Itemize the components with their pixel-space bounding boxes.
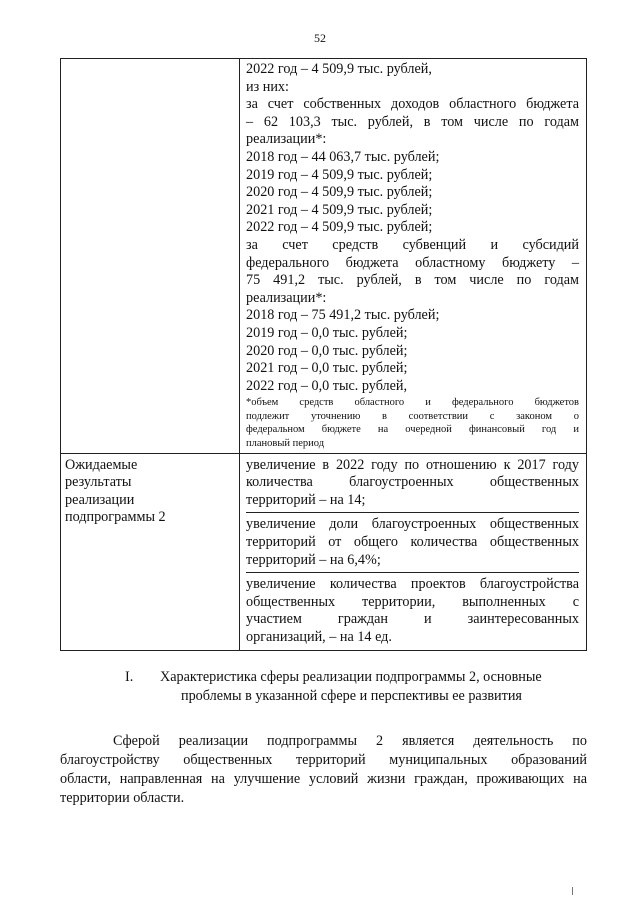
expected-result-line: территорий – на 14; [246, 491, 366, 508]
expected-result-line: увеличение в 2022 году по отношению к 2017 году [246, 456, 579, 473]
page-number: 52 [314, 31, 326, 45]
body-paragraph [60, 732, 587, 808]
funding-line: 2018 год – 75 491,2 тыс. рублей; [246, 307, 440, 324]
funding-line: 2022 год – 4 509,9 тыс. рублей; [246, 219, 433, 236]
funding-line: 2020 год – 0,0 тыс. рублей; [246, 342, 408, 359]
expected-result-item [246, 454, 579, 514]
funding-line: за счет собственных доходов областного бюджета [246, 96, 579, 113]
expected-result-line: увеличение количества проектов благоустройства [246, 576, 579, 593]
funding-label-cell [61, 59, 240, 454]
expected-results-value-cell [240, 453, 587, 650]
footnote-line: плановый период [246, 438, 325, 450]
expected-result-item [246, 513, 579, 573]
funding-line: 2018 год – 44 063,7 тыс. рублей; [246, 148, 440, 165]
footnote-line: федеральном бюджете на очередной финансовый год и [246, 424, 579, 436]
body-line: Сферой реализации подпрограммы 2 является деятельность по [113, 733, 587, 749]
expected-results-label-line: подпрограммы 2 [65, 509, 166, 526]
funding-line: из них: [246, 78, 289, 95]
expected-results-label-line: результаты [65, 474, 132, 491]
funding-line: – 62 103,3 тыс. рублей, в том числе по годам [246, 113, 579, 130]
expected-result-line: участием граждан и заинтересованных [246, 611, 579, 628]
funding-lines [246, 61, 579, 395]
expected-results-label-line: реализации [65, 491, 135, 508]
footnote-line: подлежит уточнению в соответствии с законом о [246, 410, 579, 422]
expected-result-line: организаций, – на 14 ед. [246, 629, 392, 645]
funding-line: 2020 год – 4 509,9 тыс. рублей; [246, 184, 433, 201]
expected-result-line: территорий от общего количества общественных [246, 534, 579, 551]
funding-line: 2021 год – 0,0 тыс. рублей; [246, 360, 408, 377]
funding-line: 2019 год – 0,0 тыс. рублей; [246, 324, 408, 341]
table-row-funding [61, 59, 587, 454]
body-line: территории области. [60, 790, 185, 806]
funding-line: федерального бюджета областному бюджету – [246, 254, 579, 271]
funding-line: реализации*: [246, 131, 327, 148]
expected-result-item [246, 573, 579, 649]
body-line: области, направленная на улучшение условий жизни граждан, проживающих на [60, 771, 587, 787]
expected-results-label-cell [61, 453, 240, 650]
section-title-line: проблемы в указанной сфере и перспективы ее развития [181, 688, 522, 704]
expected-result-line: увеличение доли благоустроенных общественных [246, 516, 579, 533]
footnote-line: *объем средств областного и федерального бюджетов [246, 397, 579, 409]
funding-line: 2022 год – 0,0 тыс. рублей, [246, 377, 408, 394]
funding-line: 2019 год – 4 509,9 тыс. рублей; [246, 166, 433, 183]
expected-result-line: количества благоустроенных общественных [246, 474, 579, 491]
body-line: благоустройству общественных территорий муниципальных образований [60, 752, 587, 768]
table-row-expected-results [61, 453, 587, 650]
funding-value-cell [240, 59, 587, 454]
passport-table [60, 58, 587, 651]
funding-line: 2022 год – 4 509,9 тыс. рублей, [246, 61, 432, 77]
section-number: I. [125, 669, 134, 685]
scan-edge-mark [572, 887, 573, 895]
expected-result-line: территорий – на 6,4%; [246, 551, 381, 568]
funding-line: 2021 год – 4 509,9 тыс. рублей; [246, 201, 433, 218]
expected-result-line: общественных территории, выполненных с [246, 593, 579, 610]
funding-footnote [246, 396, 579, 450]
section-title-line: Характеристика сферы реализации подпрограммы 2, основные [160, 669, 542, 685]
expected-results-list [246, 454, 579, 650]
funding-line: 75 491,2 тыс. рублей, в том числе по годам [246, 272, 579, 289]
funding-line: реализации*: [246, 289, 327, 306]
funding-line: за счет средств субвенций и субсидий [246, 236, 579, 253]
expected-results-label-line: Ожидаемые [65, 456, 138, 473]
